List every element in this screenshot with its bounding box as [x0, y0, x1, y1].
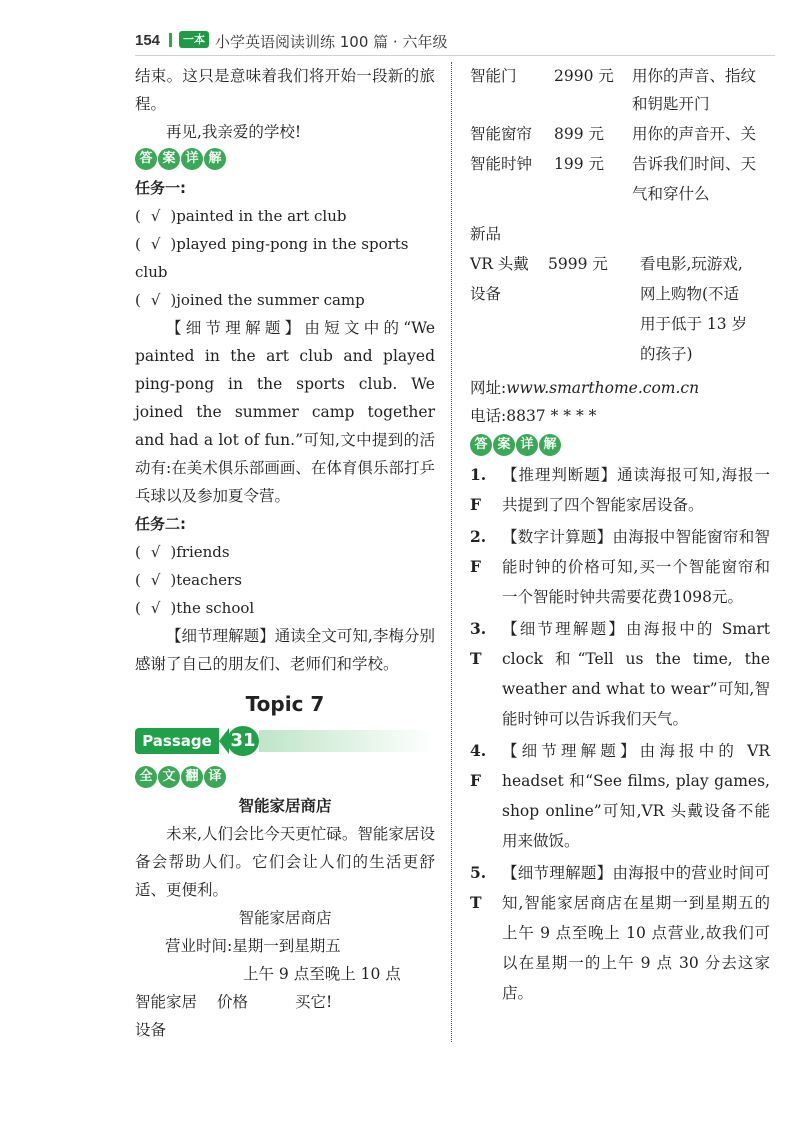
heading-badge: 答: [470, 434, 492, 456]
answer-explanation-heading: [135, 148, 435, 170]
website-url: www.smarthome.com.cn: [506, 379, 700, 397]
vr-row-cont: [470, 340, 770, 370]
task2-item-text: friends: [176, 543, 230, 561]
task2-item: ( √ )teachers: [135, 566, 435, 594]
answer-item: [470, 736, 770, 856]
page-header: [135, 24, 775, 60]
checkmark-icon: √: [150, 291, 161, 309]
intro-paragraph: 结束。这只是意味着我们将开始一段新的旅程。: [135, 67, 435, 113]
table-header-buy: 买它!: [295, 993, 333, 1011]
heading-badge: 解: [204, 148, 226, 170]
passage-banner: [135, 726, 435, 758]
heading-badge: 全: [135, 766, 157, 788]
vr-desc: 看电影,玩游戏,: [640, 255, 743, 273]
checkmark-icon: √: [150, 571, 161, 589]
answer-text: 【数字计算题】由海报中智能窗帘和智能时钟的价格可知,买一个智能窗帘和一个智能时钟共需要花费1098元。: [502, 528, 770, 606]
table-header-row-2: [135, 1016, 435, 1044]
farewell-line: 再见,我亲爱的学校!: [166, 123, 302, 141]
new-products-row: [470, 220, 770, 250]
vr-desc: 网上购物(不适: [640, 285, 740, 303]
product-desc: 和钥匙开门: [632, 95, 710, 113]
task2-item-text: the school: [176, 599, 255, 617]
product-name: 智能门: [470, 67, 517, 85]
answer-text: 【细节理解题】由海报中的营业时间可知,智能家居商店在星期一到星期五的上午 9 点至晚上 10 点营业,故我们可以在星期一的上午 9 点 30 分去这家店。: [502, 864, 770, 1002]
heading-badge: 文: [158, 766, 180, 788]
task1-item-text: joined the summer camp: [176, 291, 365, 309]
product-desc: 气和穿什么: [632, 185, 710, 203]
answer-text: 【细节理解题】由海报中的 Smart clock 和“Tell us the time, the weather and what to wear”可知,智能时钟可以告诉我们天气。: [502, 620, 770, 728]
new-label: 新品: [470, 225, 502, 243]
passage-label: Passage: [135, 728, 219, 754]
page-number: 154: [135, 32, 161, 49]
answer-explanation-heading: [470, 434, 770, 456]
task1-item: ( √ )played ping-pong in the sports club: [135, 230, 435, 286]
task1-item: ( √ )painted in the art club: [135, 202, 435, 230]
product-desc: 用你的声音开、关: [632, 125, 757, 143]
answer-number: 3. T: [470, 619, 487, 668]
checkmark-icon: √: [150, 235, 161, 253]
answer-item: [470, 858, 770, 1008]
topic-heading: Topic 7: [245, 692, 325, 716]
product-row: [470, 120, 770, 150]
product-desc: 告诉我们时间、天: [632, 155, 757, 173]
article-paragraph: 未来,人们会比今天更忙碌。智能家居设备会帮助人们。它们会让人们的生活更舒适、更便利。: [135, 825, 435, 899]
answer-item: [470, 614, 770, 734]
vr-desc: 的孩子): [640, 345, 693, 363]
phone-line: 电话:8837 * * * *: [470, 407, 597, 425]
product-row: [470, 62, 770, 90]
vr-row-cont: [470, 280, 770, 310]
table-header-device: 智能家居: [135, 993, 198, 1011]
vr-price: 5999 元: [548, 255, 608, 273]
answer-item: [470, 460, 770, 520]
website-label: 网址:: [470, 379, 507, 397]
answer-item: [470, 522, 770, 612]
product-row-cont: [470, 90, 770, 120]
passage-number: 31: [227, 726, 259, 756]
product-price: 2990 元: [554, 67, 614, 85]
heading-badge: 译: [204, 766, 226, 788]
answer-text: 【细节理解题】由海报中的 VR headset 和“See films, play games, shop online”可知,VR 头戴设备不能用来做饭。: [502, 742, 770, 850]
heading-badge: 详: [181, 148, 203, 170]
task1-item: ( √ )joined the summer camp: [135, 286, 435, 314]
website-line: [470, 374, 770, 402]
task1-item-text: painted in the art club: [176, 207, 347, 225]
heading-badge: 翻: [181, 766, 203, 788]
product-price: 899 元: [554, 125, 605, 143]
table-header-device-line2: 设备: [135, 1021, 167, 1039]
product-price: 199 元: [554, 155, 605, 173]
heading-badge: 详: [516, 434, 538, 456]
vr-name: 设备: [470, 285, 502, 303]
answer-number: 5. T: [470, 863, 487, 912]
right-column: [470, 62, 770, 1010]
business-hours-label: 营业时间:星期一到星期五: [165, 937, 341, 955]
checkmark-icon: √: [150, 599, 161, 617]
task1-explanation: 【细节理解题】由短文中的“We painted in the art club and played ping-pong in the sports club. We joined the summer camp together and had a lot of fun.”可知,文中提到的活动有:在美术俱乐部画画、在体育俱乐部打乒乓球以及参加夏令营。: [135, 319, 435, 505]
checkmark-icon: √: [150, 207, 161, 225]
header-accent-bar: [169, 33, 172, 47]
product-row: [470, 150, 770, 180]
task2-item-text: teachers: [176, 571, 242, 589]
vr-row: [470, 250, 770, 280]
column-divider: [451, 62, 452, 1042]
heading-badge: 解: [539, 434, 561, 456]
answer-number: 2. F: [470, 527, 487, 576]
task1-item-text: played ping-pong in the sports club: [135, 235, 409, 281]
product-desc: 用你的声音、指纹: [632, 67, 757, 85]
vr-name: VR 头戴: [470, 255, 529, 273]
left-column: [135, 62, 435, 1044]
book-title: 小学英语阅读训练 100 篇 · 六年级: [215, 33, 448, 51]
table-header-row: [135, 988, 435, 1016]
answer-number: 4. F: [470, 741, 487, 790]
vr-desc: 用于低于 13 岁: [640, 315, 748, 333]
translation-heading: [135, 766, 435, 788]
answer-text: 【推理判断题】通读海报可知,海报一共提到了四个智能家居设备。: [502, 466, 770, 514]
task2-title: 任务二:: [135, 515, 186, 533]
header-divider: [135, 55, 775, 56]
article-title: 智能家居商店: [238, 796, 332, 815]
answer-number: 1. F: [470, 465, 487, 514]
task2-explanation: 【细节理解题】通读全文可知,李梅分别感谢了自己的朋友们、老师们和学校。: [135, 627, 435, 673]
heading-badge: 答: [135, 148, 157, 170]
passage-banner-fade: [259, 730, 435, 752]
product-row-cont: [470, 180, 770, 210]
product-name: 智能窗帘: [470, 125, 533, 143]
business-hours-time: 上午 9 点至晚上 10 点: [243, 965, 401, 983]
heading-badge: 案: [158, 148, 180, 170]
product-name: 智能时钟: [470, 155, 533, 173]
heading-badge: 案: [493, 434, 515, 456]
task2-item: ( √ )friends: [135, 538, 435, 566]
vr-row-cont: [470, 310, 770, 340]
store-name: 智能家居商店: [238, 909, 332, 927]
task1-title: 任务一:: [135, 179, 186, 197]
task2-item: ( √ )the school: [135, 594, 435, 622]
brand-logo: 一本: [179, 31, 209, 48]
checkmark-icon: √: [150, 543, 161, 561]
table-header-price: 价格: [217, 993, 249, 1011]
